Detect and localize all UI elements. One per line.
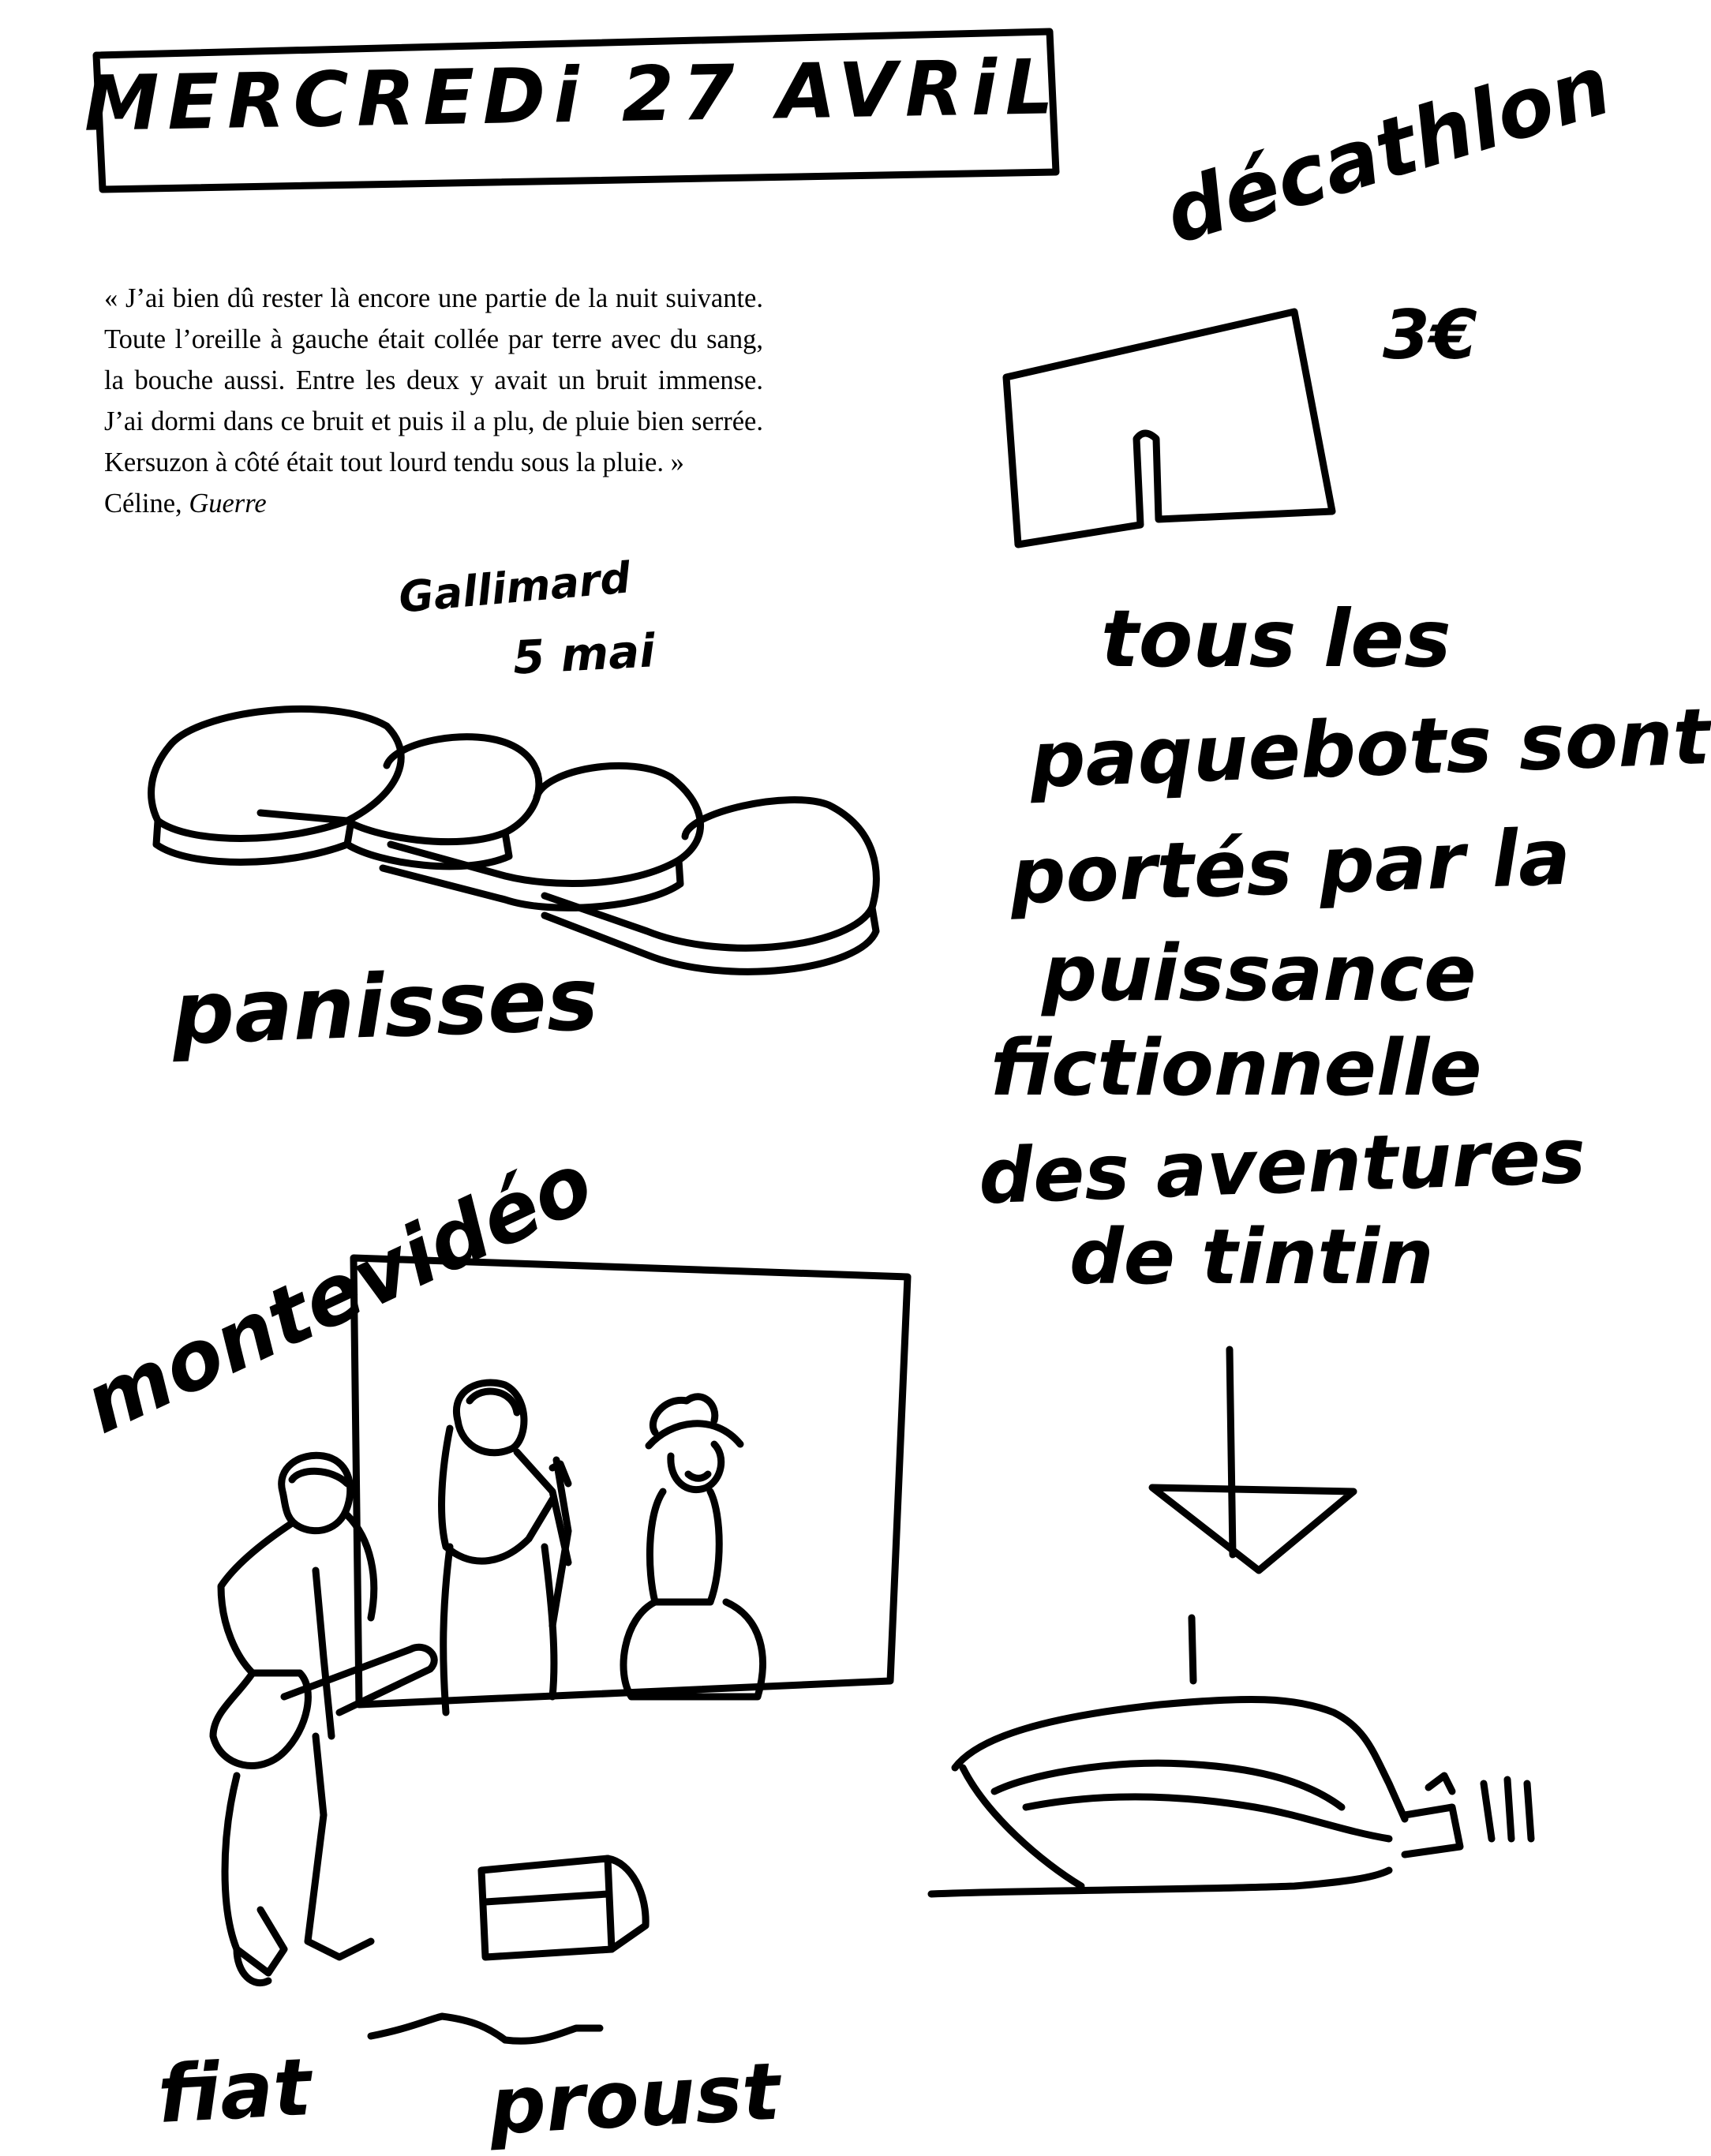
shorts-drawing xyxy=(1006,312,1332,545)
quote-author: Céline, xyxy=(104,488,182,518)
quote-work: Guerre xyxy=(189,488,267,518)
singer-figure xyxy=(442,1383,568,1712)
caption-line-6: des aventures xyxy=(977,1111,1587,1222)
publisher-note: Gallimard xyxy=(396,552,633,623)
guitarist-figure xyxy=(213,1455,434,1982)
caption-line-5: fictionnelle xyxy=(990,1024,1482,1114)
date-title: MERCREDi 27 AVRiL xyxy=(83,43,1062,148)
city-label: montevidéo xyxy=(69,1133,607,1453)
caption-line-2: paquebots sont xyxy=(1028,691,1711,807)
price-label: 3€ xyxy=(1383,296,1477,375)
release-date-note: 5 mai xyxy=(511,623,657,685)
quote-block xyxy=(104,278,763,524)
hat-figure xyxy=(623,1397,763,1697)
quote-text: « J’ai bien dû rester là encore une partie de la nuit suivante. Toute l’oreille à gauche était collée par terre avec du sang, la bouche aussi. Entre les deux y avait un bruit immense. J’ai dormi dans ce bruit et puis il a plu, de pluie bien serrée. Kersuzon à côté était tout lourd tendu sous la pluie. » xyxy=(104,283,763,477)
brand-label-1: fiat xyxy=(155,2041,313,2141)
ground-line xyxy=(371,2016,600,2041)
quote-source xyxy=(104,483,763,524)
arrow-down-icon xyxy=(1152,1349,1353,1570)
food-label: panisses xyxy=(170,948,601,1065)
ship-drawing xyxy=(931,1618,1531,1894)
caption-line-4: puissance xyxy=(1042,929,1477,1019)
caption-line-7: de tintin xyxy=(1069,1213,1434,1301)
caption-line-1: tous les xyxy=(1101,593,1451,685)
store-name: décathlon xyxy=(1154,36,1622,264)
caption-line-3: portés par la xyxy=(1009,812,1572,923)
amp-drawing xyxy=(481,1858,646,1957)
panisses-drawing xyxy=(152,709,877,971)
brand-label-2: proust xyxy=(487,2045,782,2153)
